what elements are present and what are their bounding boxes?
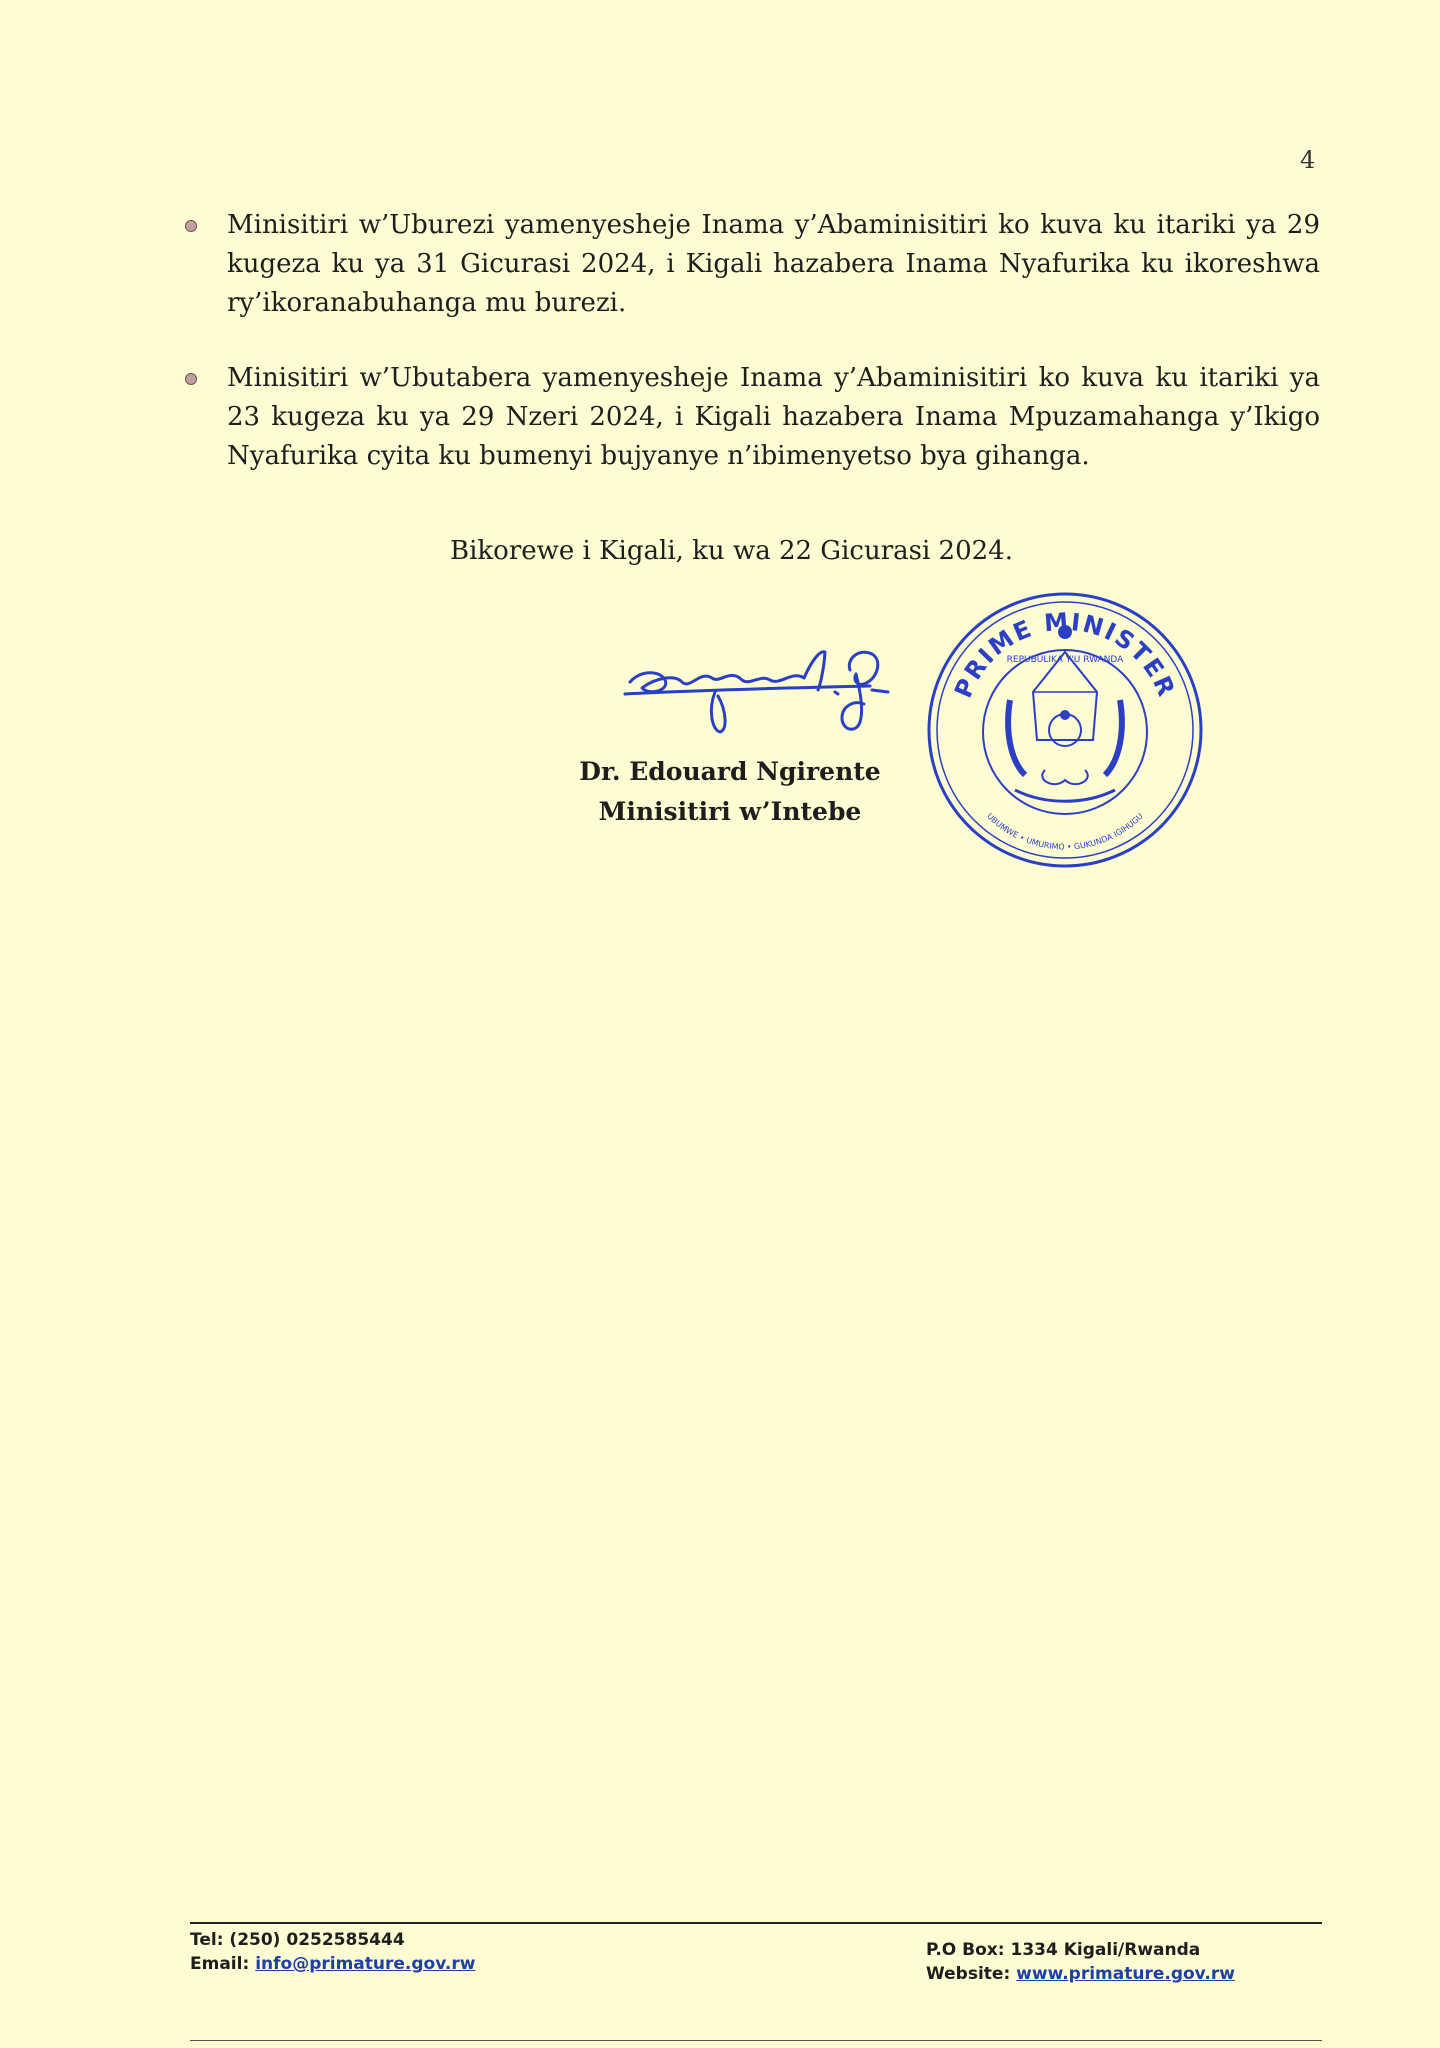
signatory-block [560,752,900,832]
signatory-title: Minisitiri w’Intebe [598,797,862,826]
svg-text:UBUMWE • UMURIMO • GUKUNDA IGI: UBUMWE • UMURIMO • GUKUNDA IGIHUGU [985,811,1145,852]
bullet-icon [185,373,197,385]
footer-pobox [926,1938,1235,1962]
tel-value: (250) 0252585444 [229,1930,405,1950]
signature-icon [620,630,950,754]
list-item [185,206,1320,323]
website-link[interactable]: www.primature.gov.rw [1016,1964,1235,1984]
bullet-text: Minisitiri w’Ubutabera yamenyesheje Inama y’Abaminisitiri ko kuva ku itariki ya 23 kugeza ku ya 29 Nzeri 2024, i Kigali hazabera Inama Mpuzamahanga y’Ikigo Nyafurika cyita ku bumenyi bujyanye n’ibimenyetso bya gihanga. [227,363,1320,471]
email-label: Email: [190,1954,250,1974]
footer-tel [190,1928,475,1952]
footer-website [926,1962,1235,1986]
footer-divider [190,1922,1322,1924]
svg-text:REPUBULIKA Y'U RWANDA: REPUBULIKA Y'U RWANDA [1006,655,1124,665]
pobox-value: 1334 Kigali/Rwanda [1010,1940,1201,1960]
tel-label: Tel: [190,1930,224,1950]
page-number: 4 [1300,146,1316,174]
pobox-label: P.O Box: [926,1940,1005,1960]
svg-text:PRIME MINISTER: PRIME MINISTER [949,607,1181,702]
bullet-text: Minisitiri w’Uburezi yamenyesheje Inama y’Abaminisitiri ko kuva ku itariki ya 29 kugeza ku ya 31 Gicurasi 2024, i Kigali hazabera Inama Nyafurika ku ikoreshwa ry’ikoranabuhanga mu burezi. [227,210,1320,318]
signing-place-date: Bikorewe i Kigali, ku wa 22 Gicurasi 2024. [450,536,1013,566]
bullet-list [185,206,1320,512]
list-item [185,359,1320,476]
footer-contact [190,1928,475,1976]
email-link[interactable]: info@primature.gov.rw [255,1954,476,1974]
signatory-name: Dr. Edouard Ngirente [579,757,881,786]
official-seal [915,580,1215,884]
footer-address [926,1938,1235,1986]
bottom-divider [190,2040,1322,2041]
footer-email [190,1952,475,1976]
bullet-icon [185,220,197,232]
website-label: Website: [926,1964,1011,1984]
